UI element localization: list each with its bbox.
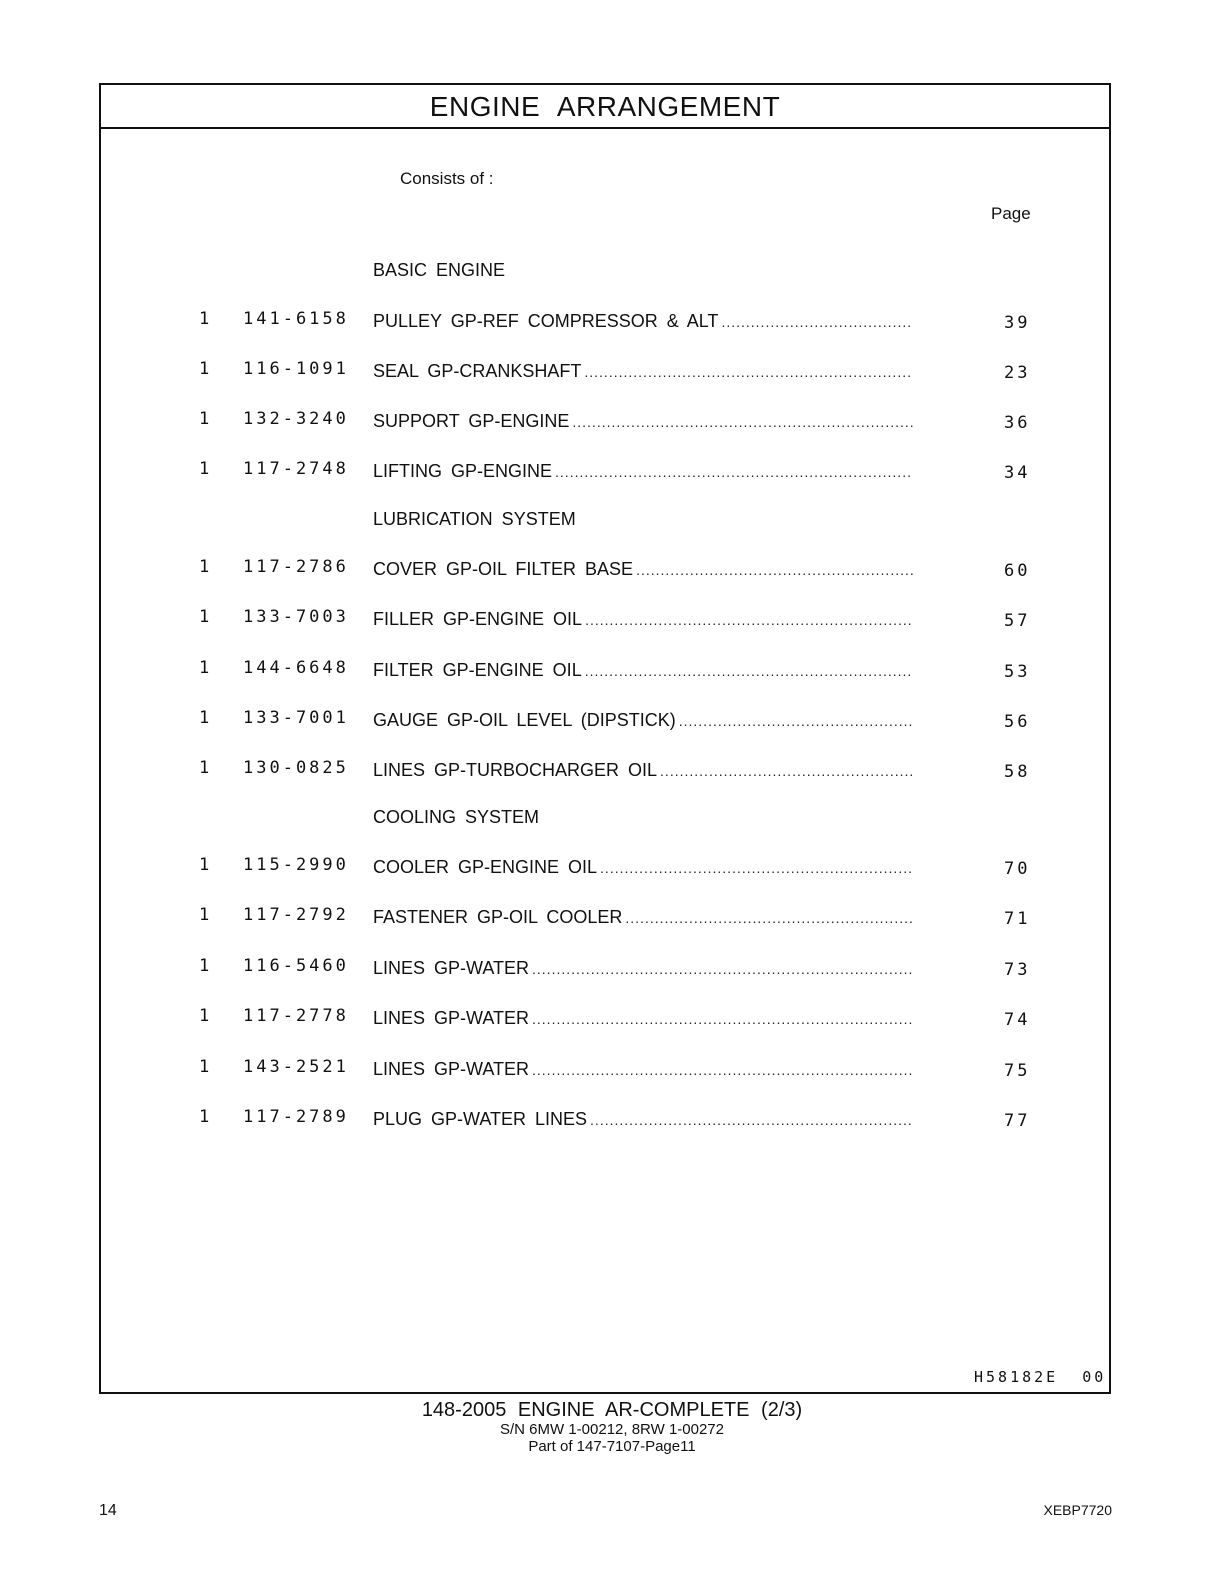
item-part-number: 133-7003 [243, 607, 349, 627]
item-qty: 1 [199, 409, 210, 429]
item-page: 53 [1004, 662, 1031, 682]
list-item [101, 658, 1109, 684]
item-qty: 1 [199, 1006, 210, 1026]
section-title-lubrication-system: LUBRICATION SYSTEM [373, 509, 576, 529]
list-item [101, 1006, 1109, 1032]
item-qty: 1 [199, 658, 210, 678]
illustration-code: H58182E 00 [974, 1368, 1107, 1386]
item-description: LINES GP-TURBOCHARGER OIL ..... [373, 760, 913, 784]
item-page: 74 [1004, 1010, 1031, 1030]
part-of-reference: Part of 147-7107-Page11 [528, 1438, 696, 1455]
list-item [101, 855, 1109, 881]
item-page: 36 [1004, 413, 1031, 433]
item-part-number: 133-7001 [243, 708, 349, 728]
assembly-title: 148-2005 ENGINE AR-COMPLETE (2/3) [421, 1399, 803, 1421]
item-page: 60 [1004, 561, 1031, 581]
item-part-number: 117-2792 [243, 905, 349, 925]
item-qty: 1 [199, 1107, 210, 1127]
item-qty: 1 [199, 708, 210, 728]
item-part-number: 141-6158 [243, 309, 349, 329]
item-qty: 1 [199, 557, 210, 577]
item-description: PULLEY GP-REF COMPRESSOR & ALT ..... [373, 311, 913, 335]
parts-list-frame [99, 83, 1111, 1394]
list-item [101, 459, 1109, 485]
page-number: 14 [99, 1502, 117, 1519]
item-qty: 1 [199, 905, 210, 925]
list-item [101, 607, 1109, 633]
item-page: 23 [1004, 363, 1031, 383]
list-item [101, 557, 1109, 583]
item-part-number: 144-6648 [243, 658, 349, 678]
item-part-number: 117-2748 [243, 459, 349, 479]
item-part-number: 132-3240 [243, 409, 349, 429]
item-description: LIFTING GP-ENGINE ..... [373, 461, 913, 485]
page-title: ENGINE ARRANGEMENT [101, 85, 1109, 129]
item-part-number: 115-2990 [243, 855, 349, 875]
list-item [101, 409, 1109, 435]
item-page: 57 [1004, 611, 1031, 631]
item-description: FILLER GP-ENGINE OIL ..... [373, 609, 913, 633]
item-qty: 1 [199, 459, 210, 479]
item-qty: 1 [199, 359, 210, 379]
item-page: 58 [1004, 762, 1031, 782]
item-part-number: 117-2789 [243, 1107, 349, 1127]
item-page: 77 [1004, 1111, 1031, 1131]
item-description: PLUG GP-WATER LINES ..... [373, 1109, 913, 1133]
document-id: XEBP7720 [1043, 1502, 1112, 1518]
item-page: 34 [1004, 463, 1031, 483]
item-part-number: 117-2786 [243, 557, 349, 577]
item-qty: 1 [199, 758, 210, 778]
item-part-number: 143-2521 [243, 1057, 349, 1077]
item-page: 56 [1004, 712, 1031, 732]
list-item [101, 1057, 1109, 1083]
item-page: 39 [1004, 313, 1031, 333]
item-part-number: 130-0825 [243, 758, 349, 778]
item-page: 71 [1004, 909, 1031, 929]
consists-of-label: Consists of : [400, 169, 494, 188]
item-description: FILTER GP-ENGINE OIL ..... [373, 660, 913, 684]
list-item [101, 905, 1109, 931]
item-description: FASTENER GP-OIL COOLER ..... [373, 907, 913, 931]
item-description: LINES GP-WATER ..... [373, 1059, 913, 1083]
item-description: COOLER GP-ENGINE OIL ..... [373, 857, 913, 881]
item-part-number: 117-2778 [243, 1006, 349, 1026]
item-description: LINES GP-WATER ..... [373, 958, 913, 982]
page-column-header: Page [991, 204, 1031, 223]
list-item [101, 1107, 1109, 1133]
item-qty: 1 [199, 855, 210, 875]
item-description: GAUGE GP-OIL LEVEL (DIPSTICK) ..... [373, 710, 913, 734]
serial-numbers: S/N 6MW 1-00212, 8RW 1-00272 [500, 1421, 724, 1438]
item-page: 73 [1004, 960, 1031, 980]
list-item [101, 359, 1109, 385]
list-item [101, 309, 1109, 335]
list-item [101, 758, 1109, 784]
item-qty: 1 [199, 309, 210, 329]
list-item [101, 708, 1109, 734]
item-description: LINES GP-WATER ..... [373, 1008, 913, 1032]
item-description: COVER GP-OIL FILTER BASE ..... [373, 559, 913, 583]
item-description: SUPPORT GP-ENGINE ..... [373, 411, 913, 435]
item-part-number: 116-5460 [243, 956, 349, 976]
section-title-cooling-system: COOLING SYSTEM [373, 807, 540, 827]
item-qty: 1 [199, 607, 210, 627]
item-part-number: 116-1091 [243, 359, 349, 379]
item-description: SEAL GP-CRANKSHAFT ..... [373, 361, 913, 385]
item-qty: 1 [199, 956, 210, 976]
item-qty: 1 [199, 1057, 210, 1077]
item-page: 70 [1004, 859, 1031, 879]
section-title-basic-engine: BASIC ENGINE [373, 260, 506, 280]
list-item [101, 956, 1109, 982]
item-page: 75 [1004, 1061, 1031, 1081]
